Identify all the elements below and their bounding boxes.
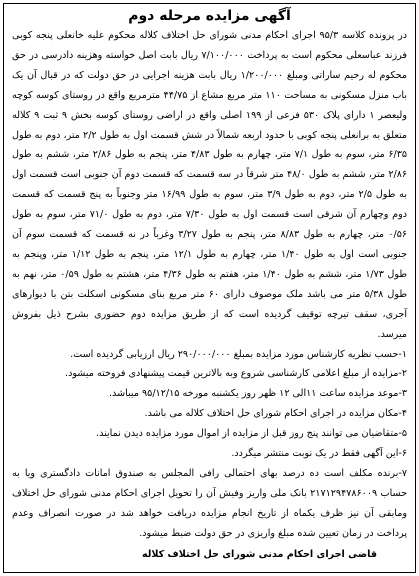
term-item-6: ۶-این آگهی فقط در یک نوبت منتشر میگردد. — [231, 448, 407, 460]
notice-frame — [3, 3, 416, 573]
notice-body: در پرونده کلاسه ۹۵/۳ اجرای احکام مدنی شورای حل اختلاف کلاله محکوم علیه خانعلی پنجه کوبی فرزند عباسعلی محکوم است به پرداخت ۷/۱۰۰/۰۰۰ ریال بابت اصل خواسته وهزینه دادرسی در حق محکوم له رحیم ساراتی ومبلغ ۱/۲۰۰/۰۰۰ ریال بابت هزینه اجرایی در حق دولت که در قبال آن یک باب منزل مسکونی به مساحت ۱۱۰ متر مربع مشاع از ۴۴/۷۵ مترمربع واقع در روستای کوسه کوچه ولیعصر ۱ دارای پلاک ۵۳۰ فرعی از ۱۹۹ اصلی واقع در اراضی روستای کوسه بخش ۹ ثبت ۹ کلاله متعلق به برانعلی پنجه کوبی با حدود اربعه شمالاً در شش قسمت اول به طول ۲/۲ متر، دوم به طول ۶/۳۵ متر، سوم به طول ۷/۱ متر، چهارم به طول ۴/۸۳ متر، پنجم به طول ۲/۸۶ متر، ششم به طول ۲/۸۶ متر، ششم به طول ۴۸/۰ متر شرقاً در سه قسمت که قسمت دوم آن جنوبی است قسمت اول به طول ۲/۵ متر، دوم به طول ۳/۹ متر، سوم به طول ۱۶/۹۹ متر وجنوباً به پنج قسمت که قسمت دوم وچهارم آن شرقی است قسمت اول به طول ۷/۳۰ متر، دوم به طول ۷۱/۰ متر، سوم به طول ۰/۵۶ متر، چهارم به طول ۸/۸۳ متر، پنجم به طول ۳/۲۷ وغرباً در نه قسمت که قسمت سوم آن جنوبی است اول به طول ۱/۴۰ متر، چهارم به طول ۱۲/۱ متر، پنجم به طول ۱/۱۲ متر، وپنجم به طول ۱/۷۳ متر، ششم به طول ۱/۴۰ متر، هفتم به طول ۴/۳۶ متر، هشتم به طول ۰/۵۹ متر، نهم به طول ۵/۳۸ متر می باشد ملک موصوف دارای ۶۰ متر مربع بنای مسکونی اسکلت بتن با دیوارهای آجری، سقف تیرچه توقیف گردیده است که از طریق مزایده دوم حضوری بشرح ذیل بفروش میرسد. — [12, 30, 408, 340]
notice-title: آگهی مزایده مرحله دوم — [128, 8, 291, 24]
term-item-4: ۴-مکان مزایده در اجرای احکام شورای حل اختلاف کلاله می باشد. — [144, 408, 407, 420]
term-item-3: ۳-موعد مزایده ساعت ۱۱الی ۱۲ ظهر روز یکشنبه مورخه ۹۵/۱۲/۱۵ میباشد. — [108, 388, 407, 400]
term-item-1: ۱-حسب نظریه کارشناس مورد مزایده بمبلغ ۲۹۰/۰۰۰/۰۰۰ ریال ارزیابی گردیده است. — [70, 348, 407, 360]
notice-signature: قاضی اجرای احکام مدنی شورای حل اختلاف کلاله — [141, 548, 377, 560]
term-item-7: ۷-برنده مکلف است ده درصد بهای احتمالی رافی المجلس به صندوق امانات دادگستری ویا به حساب ۲۱۷۱۲۹۴۷۸۶۰۰۹ بانک ملی واریز وفیش آن را تحویل اجرای احکام مدنی شورای حل اختلاف ومابقی آن نیز ظرف یکماه از تاریخ انجام مزایده دریافت خواهد شد در صورت انصراف وعدم پرداخت در زمان تعیین شده مبلغ واریزی در حق دولت ضبط میشود. — [12, 467, 407, 539]
term-item-5: ۵-متقاضیان می توانند پنج روز قبل از مزایده از اموال مورد مزایده دیدن نمایند. — [96, 428, 407, 440]
auction-terms-list — [12, 345, 407, 544]
term-item-2: ۲-مزایده از مبلغ اعلامی کارشناسی شروع وبه بالاترین قیمت پیشنهادی فروخته میشود. — [65, 368, 407, 380]
